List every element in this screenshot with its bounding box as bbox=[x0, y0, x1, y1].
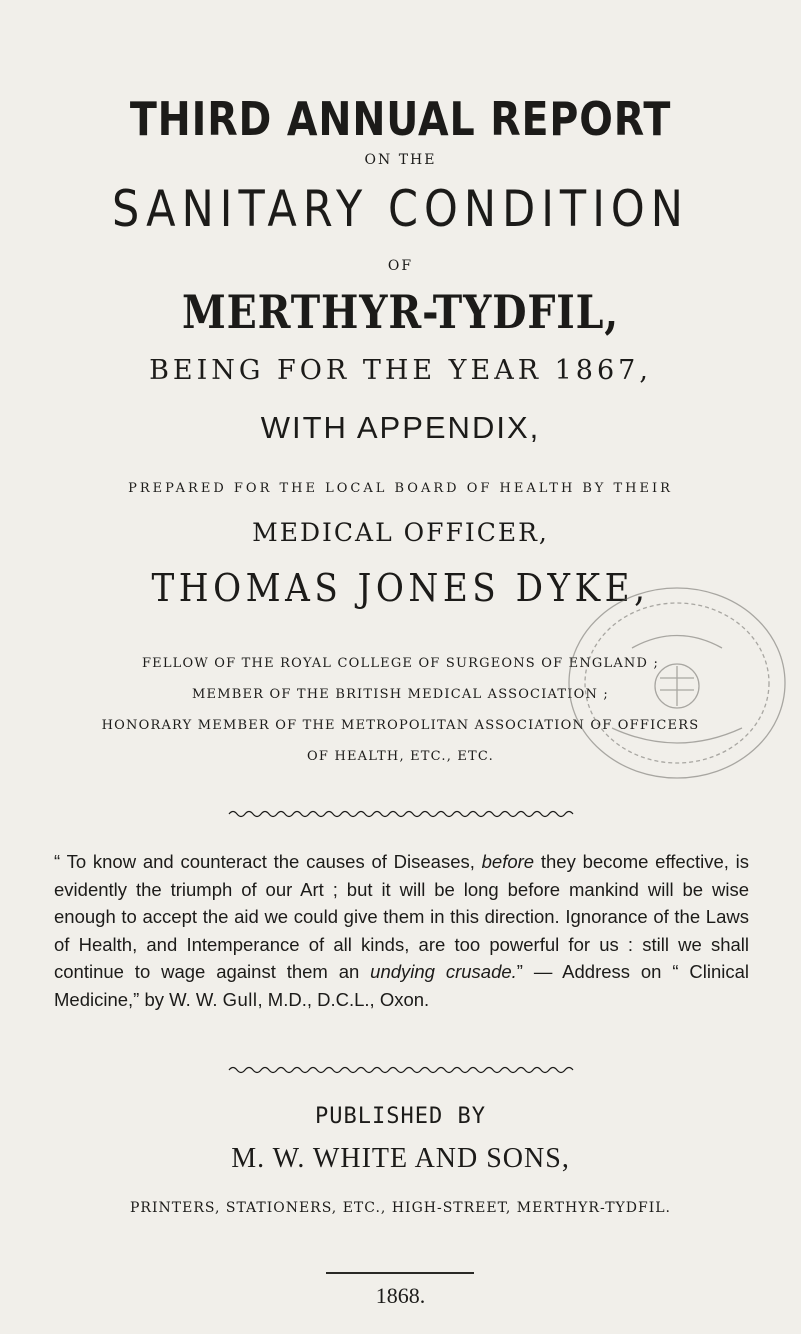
officer-line: MEDICAL OFFICER, bbox=[252, 518, 549, 547]
year-line: BEING FOR THE YEAR 1867, bbox=[149, 355, 652, 386]
credential-line: OF HEALTH, ETC., ETC. bbox=[307, 749, 494, 764]
credential-line: MEMBER OF THE BRITISH MEDICAL ASSOCIATION ; bbox=[192, 687, 609, 702]
epigraph-quote: “ To know and counteract the causes of Diseases, before they become effective, is evidently the triumph of our Art ; but it will be long before mankind will be wise enough to accept the aid we could give them in this direction. Ignorance of the Laws of Health, and Intemperance of all kinds, are too powerful for us : still we shall continue to wage against them an undying crusade.” — Address on “ Clinical Medicine,” by W. W. Gull, M.D., D.C.L., Oxon. bbox=[54, 851, 749, 1010]
report-heading: THIRD ANNUAL REPORT bbox=[129, 92, 672, 146]
on-the-text: ON THE bbox=[364, 152, 437, 168]
publisher-address: PRINTERS, STATIONERS, ETC., HIGH-STREET, MERTHYR-TYDFIL. bbox=[130, 1200, 671, 1216]
credential-line: HONORARY MEMBER OF THE METROPOLITAN ASSOCIATION OF OFFICERS bbox=[101, 718, 700, 733]
subject-title: SANITARY CONDITION bbox=[112, 180, 689, 238]
author-name: THOMAS JONES DYKE, bbox=[151, 566, 650, 610]
ornamental-rule bbox=[0, 1064, 801, 1074]
date-divider bbox=[326, 1272, 474, 1274]
library-stamp-icon bbox=[552, 578, 801, 793]
publisher-name: M. W. WHITE AND SONS, bbox=[231, 1143, 570, 1174]
credential-line: FELLOW OF THE ROYAL COLLEGE OF SURGEONS OF ENGLAND ; bbox=[141, 656, 660, 671]
published-by-label: PUBLISHED BY bbox=[315, 1104, 486, 1129]
of-text: OF bbox=[387, 258, 414, 274]
prepared-by-line: PREPARED FOR THE LOCAL BOARD OF HEALTH BY THEIR bbox=[128, 481, 673, 496]
appendix-line: WITH APPENDIX, bbox=[260, 410, 541, 445]
ornamental-rule bbox=[0, 808, 801, 818]
publication-date: 1868. bbox=[375, 1283, 426, 1308]
place-title: MERTHYR-TYDFIL, bbox=[181, 285, 619, 339]
